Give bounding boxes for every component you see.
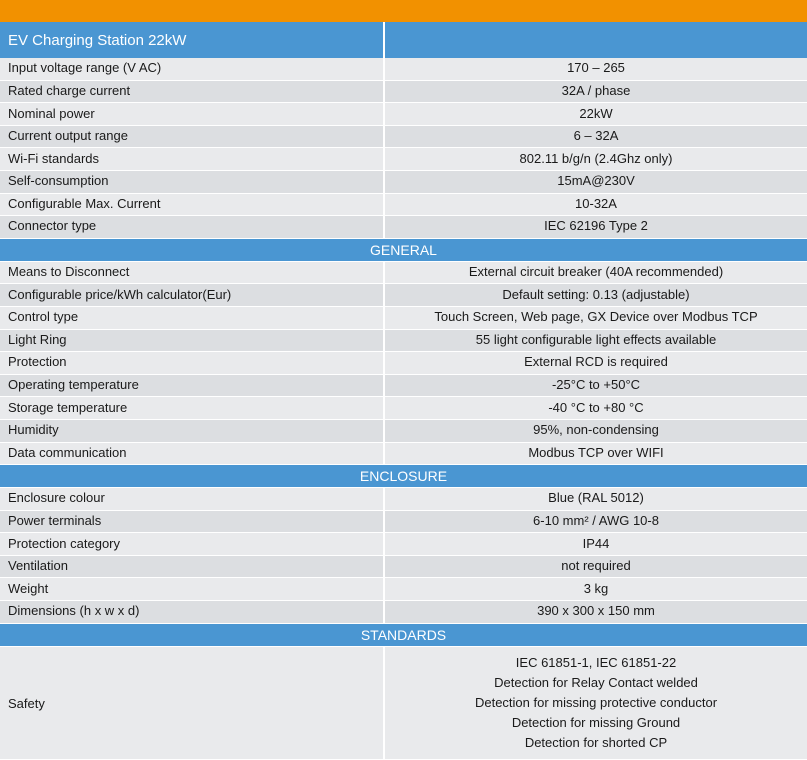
spec-label: Enclosure colour — [0, 488, 384, 511]
table-row — [0, 533, 807, 556]
spec-label: Protection category — [0, 533, 384, 556]
table-row — [0, 58, 807, 80]
table-row — [0, 329, 807, 352]
table-row — [0, 646, 807, 760]
safety-standards-list — [393, 653, 799, 754]
table-row — [0, 488, 807, 511]
section-heading-label: ENCLOSURE — [0, 465, 807, 488]
table-row — [0, 352, 807, 375]
spec-label: Protection — [0, 352, 384, 375]
spec-label: Humidity — [0, 419, 384, 442]
spec-value: Modbus TCP over WIFI — [384, 442, 807, 465]
spec-value: Blue (RAL 5012) — [384, 488, 807, 511]
spec-value: 15mA@230V — [384, 170, 807, 193]
spec-label: Light Ring — [0, 329, 384, 352]
spec-value: 390 x 300 x 150 mm — [384, 601, 807, 624]
safety-standard-line: Detection for Relay Contact welded — [494, 674, 698, 690]
spec-value: 170 – 265 — [384, 58, 807, 80]
spec-label: Current output range — [0, 125, 384, 148]
table-row — [0, 80, 807, 103]
section-heading-enclosure — [0, 465, 807, 488]
spec-value: 6 – 32A — [384, 125, 807, 148]
spec-value: IEC 62196 Type 2 — [384, 216, 807, 239]
section-heading-label: STANDARDS — [0, 623, 807, 646]
spec-value: 802.11 b/g/n (2.4Ghz only) — [384, 148, 807, 171]
table-row — [0, 216, 807, 239]
product-title-value-header — [384, 22, 807, 58]
table-row — [0, 306, 807, 329]
table-row — [0, 601, 807, 624]
table-row — [0, 442, 807, 465]
safety-standard-line: IEC 61851-1, IEC 61851-22 — [515, 654, 677, 670]
spec-value: -25°C to +50°C — [384, 374, 807, 397]
table-row — [0, 419, 807, 442]
spec-value: 95%, non-condensing — [384, 419, 807, 442]
spec-label: Input voltage range (V AC) — [0, 58, 384, 80]
safety-standard-line: Detection for missing Ground — [511, 715, 681, 731]
spec-value: 6-10 mm² / AWG 10-8 — [384, 510, 807, 533]
spec-label: Wi-Fi standards — [0, 148, 384, 171]
table-row — [0, 170, 807, 193]
table-row — [0, 125, 807, 148]
spec-value: 22kW — [384, 103, 807, 126]
table-row — [0, 510, 807, 533]
spec-value-multiline — [384, 646, 807, 760]
section-heading-label: GENERAL — [0, 238, 807, 261]
spec-value: 55 light configurable light effects available — [384, 329, 807, 352]
table-row — [0, 374, 807, 397]
safety-standard-line: Detection for shorted CP — [524, 735, 668, 751]
spec-value: 10-32A — [384, 193, 807, 216]
spec-label: Configurable price/kWh calculator(Eur) — [0, 284, 384, 307]
top-accent-bar — [0, 0, 807, 22]
table-row — [0, 397, 807, 420]
table-row — [0, 193, 807, 216]
spec-label: Power terminals — [0, 510, 384, 533]
spec-label: Storage temperature — [0, 397, 384, 420]
section-heading-general — [0, 238, 807, 261]
spec-value: Touch Screen, Web page, GX Device over Modbus TCP — [384, 306, 807, 329]
spec-label: Control type — [0, 306, 384, 329]
table-row — [0, 284, 807, 307]
spec-label: Safety — [0, 646, 384, 760]
spec-label: Ventilation — [0, 555, 384, 578]
table-row — [0, 148, 807, 171]
spec-label: Operating temperature — [0, 374, 384, 397]
spec-label: Dimensions (h x w x d) — [0, 601, 384, 624]
spec-value: 3 kg — [384, 578, 807, 601]
table-row — [0, 578, 807, 601]
spec-label: Rated charge current — [0, 80, 384, 103]
spec-label: Data communication — [0, 442, 384, 465]
table-header-row — [0, 22, 807, 58]
section-heading-standards — [0, 623, 807, 646]
spec-value: 32A / phase — [384, 80, 807, 103]
spec-value: not required — [384, 555, 807, 578]
spec-value: Default setting: 0.13 (adjustable) — [384, 284, 807, 307]
product-title: EV Charging Station 22kW — [0, 22, 384, 58]
table-row — [0, 103, 807, 126]
spec-label: Nominal power — [0, 103, 384, 126]
spec-label: Weight — [0, 578, 384, 601]
safety-standard-line: Detection for missing protective conductor — [474, 694, 718, 710]
specifications-table — [0, 22, 807, 760]
spec-label: Configurable Max. Current — [0, 193, 384, 216]
table-row — [0, 261, 807, 284]
spec-label: Self-consumption — [0, 170, 384, 193]
spec-value: External RCD is required — [384, 352, 807, 375]
spec-label: Means to Disconnect — [0, 261, 384, 284]
spec-value: -40 °C to +80 °C — [384, 397, 807, 420]
spec-value: External circuit breaker (40A recommended) — [384, 261, 807, 284]
table-row — [0, 555, 807, 578]
spec-label: Connector type — [0, 216, 384, 239]
spec-value: IP44 — [384, 533, 807, 556]
